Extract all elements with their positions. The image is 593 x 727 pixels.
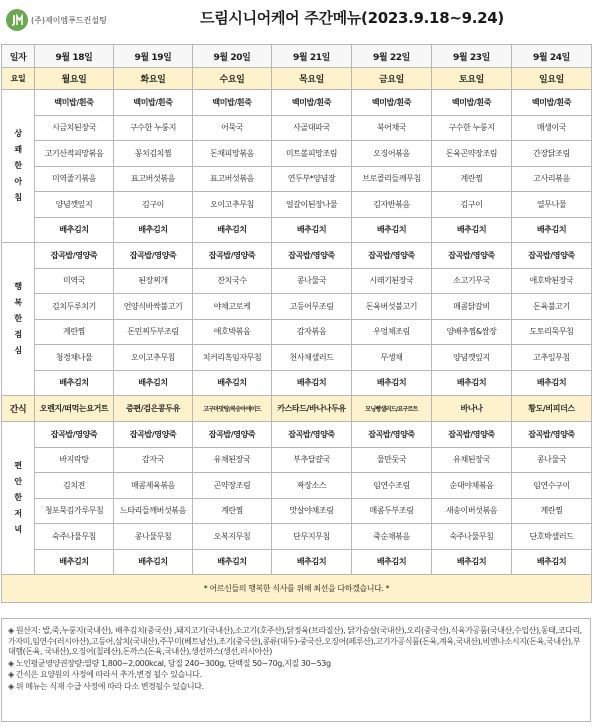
breakfast-item: 배추김치 xyxy=(35,217,114,243)
breakfast-label-char: 아 xyxy=(14,177,22,186)
breakfast-row xyxy=(2,217,592,243)
lunch-item: 된장찌개 xyxy=(114,268,193,294)
lunch-row xyxy=(2,319,592,345)
dinner-item: 임연수조림 xyxy=(352,473,432,499)
lunch-row xyxy=(2,268,592,294)
lunch-item: 배추김치 xyxy=(35,370,114,396)
dinner-item: 맛살야채조림 xyxy=(272,498,352,524)
weekday-cell: 토요일 xyxy=(432,68,512,90)
breakfast-item: 백미밥/흰죽 xyxy=(352,90,432,116)
dinner-item: 계란찜 xyxy=(512,498,592,524)
company-name: (주)제이엠푸드컨설팅 xyxy=(31,15,107,25)
breakfast-item: 표고버섯볶음 xyxy=(114,166,193,192)
lunch-item: 도토리묵무침 xyxy=(512,319,592,345)
date-cell: 9월 18일 xyxy=(35,45,114,68)
dinner-item: 배추김치 xyxy=(193,549,272,575)
dinner-label xyxy=(2,422,35,575)
weekday-cell: 일요일 xyxy=(512,68,592,90)
breakfast-item: 배추김치 xyxy=(352,217,432,243)
weekday-label: 요일 xyxy=(2,68,35,90)
note-line: ◈ 위 메뉴는 식재 수급 사정에 따라 다소 변경될수 있습니다. xyxy=(8,681,204,691)
date-cell: 9월 22일 xyxy=(352,45,432,68)
dinner-item: 잡곡밥/영양죽 xyxy=(352,422,432,448)
dinner-item: 숙주나물무침 xyxy=(35,524,114,550)
breakfast-item: 백미밥/흰죽 xyxy=(512,90,592,116)
lunch-label-char: 행 xyxy=(14,282,22,291)
lunch-label-char: 심 xyxy=(14,346,22,355)
dinner-label-char: 안 xyxy=(14,477,22,486)
breakfast-row xyxy=(2,166,592,192)
dinner-row xyxy=(2,549,592,575)
lunch-item: 고등어무조림 xyxy=(272,294,352,320)
dinner-row xyxy=(2,498,592,524)
lunch-item: 감자볶음 xyxy=(272,319,352,345)
dinner-item: 감자국 xyxy=(114,447,193,473)
dinner-item: 유채된장국 xyxy=(432,447,512,473)
lunch-item: 고추잎무침 xyxy=(512,345,592,371)
breakfast-item: 김구이 xyxy=(114,192,193,218)
breakfast-item: 돈채피망볶음 xyxy=(193,141,272,167)
dinner-item: 잡곡밥/영양죽 xyxy=(432,422,512,448)
breakfast-item: 고기산적피망볶음 xyxy=(35,141,114,167)
snack-label: 간식 xyxy=(2,396,35,422)
weekday-cell: 화요일 xyxy=(114,68,193,90)
snack-item: 모닝빵샐러드/요구르트 xyxy=(352,396,432,422)
dinner-item: 임연수구이 xyxy=(512,473,592,499)
breakfast-item: 배추김치 xyxy=(272,217,352,243)
lunch-item: 시래기된장국 xyxy=(352,268,432,294)
message-row xyxy=(2,575,592,603)
lunch-item: 계란찜 xyxy=(35,319,114,345)
lunch-row xyxy=(2,370,592,396)
breakfast-item: 백미밥/흰죽 xyxy=(35,90,114,116)
lunch-item: 우엉채조림 xyxy=(352,319,432,345)
lunch-item: 돈육불고기 xyxy=(512,294,592,320)
breakfast-item: 어묵국 xyxy=(193,115,272,141)
dinner-item: 잡곡밥/영양죽 xyxy=(272,422,352,448)
breakfast-row xyxy=(2,90,592,116)
breakfast-item: 연두부*양념장 xyxy=(272,166,352,192)
note-line: ◈ 원산지: 밥,죽,누룽지(국내산), 배추김치(중국산) ,돼지고기(국내산),소고기(호주산),닭정육(브라질산), 닭가슴살(국내산),오리(중국산),식육가공품(국내산,수입산),동태,코다리,가자미,임연수(러시아산),고등어,삼치(국내산),주꾸미(베트남산),조기(중국산),콩류(대두)-중국산,오징어(페루산),고기가공식품(돈육,계육,국내산),비엔나소시지(돈육,국내산),부대햄(돈육, 국내산),오징어(칠레산),돈까스(돈육,국내산),생선까스(생선,러시아산) xyxy=(8,626,582,656)
date-cell: 9월 21일 xyxy=(272,45,352,68)
breakfast-item: 매생이국 xyxy=(512,115,592,141)
dinner-label-char: 편 xyxy=(14,461,22,470)
dinner-item: 느타리들깨버섯볶음 xyxy=(114,498,193,524)
dinner-item: 오복지무침 xyxy=(193,524,272,550)
lunch-item: 언양식바싹불고기 xyxy=(114,294,193,320)
breakfast-item: 백미밥/흰죽 xyxy=(193,90,272,116)
lunch-item: 배추김치 xyxy=(114,370,193,396)
breakfast-item: 배추김치 xyxy=(432,217,512,243)
dinner-item: 잡곡밥/영양죽 xyxy=(512,422,592,448)
note-line: ◈ 노인평균영양권장량:열량 1,800~2,000kcal, 당질 240~300g, 단백질 50~70g,지질 30~53g xyxy=(8,658,331,668)
lunch-item: 잡곡밥/영양죽 xyxy=(352,243,432,269)
dinner-item: 계란찜 xyxy=(193,498,272,524)
closing-message: * 어르신들의 행복한 식사를 위해 최선을 다하겠습니다. * xyxy=(2,575,592,603)
dinner-item: 배추김치 xyxy=(272,549,352,575)
lunch-item: 잡곡밥/영양죽 xyxy=(512,243,592,269)
dinner-item: 김치전 xyxy=(35,473,114,499)
dinner-item: 배추김치 xyxy=(512,549,592,575)
weekday-cell: 목요일 xyxy=(272,68,352,90)
lunch-item: 청경채나물 xyxy=(35,345,114,371)
lunch-item: 배추김치 xyxy=(512,370,592,396)
dinner-item: 잡곡밥/영양죽 xyxy=(35,422,114,448)
breakfast-item: 배추김치 xyxy=(193,217,272,243)
breakfast-label-char: 한 xyxy=(14,161,22,170)
lunch-item: 미역국 xyxy=(35,268,114,294)
lunch-item: 돈민찌두부조림 xyxy=(114,319,193,345)
dinner-label-char: 한 xyxy=(14,493,22,502)
lunch-item: 애호박볶음 xyxy=(193,319,272,345)
lunch-item: 배추김치 xyxy=(193,370,272,396)
lunch-item: 김치두루치기 xyxy=(35,294,114,320)
breakfast-item: 오징어볶음 xyxy=(352,141,432,167)
dinner-item: 단호박샐러드 xyxy=(512,524,592,550)
breakfast-item: 배추김치 xyxy=(512,217,592,243)
breakfast-item: 미트볼피망조림 xyxy=(272,141,352,167)
dinner-item: 잡곡밥/영양죽 xyxy=(193,422,272,448)
dinner-item: 숙주나물무침 xyxy=(432,524,512,550)
lunch-item: 치커리흑임자무침 xyxy=(193,345,272,371)
notes-section xyxy=(1,618,591,722)
snack-item: 증편/검은콩두유 xyxy=(114,396,193,422)
lunch-item: 무생채 xyxy=(352,345,432,371)
breakfast-item: 배추김치 xyxy=(114,217,193,243)
breakfast-item: 사골대파국 xyxy=(272,115,352,141)
dinner-item: 청포묵김가루무침 xyxy=(35,498,114,524)
dinner-item: 물만둣국 xyxy=(352,447,432,473)
dinner-item: 유채된장국 xyxy=(193,447,272,473)
dinner-item: 콩나물무침 xyxy=(114,524,193,550)
dinner-item: 매콤두부조림 xyxy=(352,498,432,524)
weekday-row xyxy=(2,68,592,90)
breakfast-item: 얼갈이된장나물 xyxy=(272,192,352,218)
weekday-cell: 월요일 xyxy=(35,68,114,90)
dinner-label-char: 녁 xyxy=(14,525,22,534)
lunch-item: 잡곡밥/영양죽 xyxy=(193,243,272,269)
lunch-item: 양념깻잎지 xyxy=(432,345,512,371)
dinner-item: 죽순채볶음 xyxy=(352,524,432,550)
breakfast-item: 백미밥/흰죽 xyxy=(432,90,512,116)
lunch-row xyxy=(2,294,592,320)
lunch-row xyxy=(2,243,592,269)
note-line: ◈ 간식은 요양원의 사정에 따라서 추가,변경 될수 있습니다. xyxy=(8,670,202,679)
dinner-item: 단무지무침 xyxy=(272,524,352,550)
weekday-cell: 수요일 xyxy=(193,68,272,90)
lunch-label-char: 한 xyxy=(14,314,22,323)
lunch-item: 매콤닭갈비 xyxy=(432,294,512,320)
breakfast-item: 구수한 누룽지 xyxy=(432,115,512,141)
breakfast-item: 고사리볶음 xyxy=(512,166,592,192)
lunch-item: 오이고추무침 xyxy=(114,345,193,371)
dinner-item: 바지락탕 xyxy=(35,447,114,473)
breakfast-label-char: 침 xyxy=(14,193,22,202)
lunch-item: 야채고로케 xyxy=(193,294,272,320)
breakfast-item: 계란찜 xyxy=(432,166,512,192)
breakfast-item: 간장닭조림 xyxy=(512,141,592,167)
breakfast-item: 양념깻잎지 xyxy=(35,192,114,218)
breakfast-item: 열무나물 xyxy=(512,192,592,218)
dinner-item: 콩나물국 xyxy=(512,447,592,473)
lunch-item: 잔치국수 xyxy=(193,268,272,294)
dinner-item: 매콤제육볶음 xyxy=(114,473,193,499)
breakfast-item: 백미밥/흰죽 xyxy=(272,90,352,116)
breakfast-label-char: 쾌 xyxy=(14,145,22,154)
dinner-item: 배추김치 xyxy=(352,549,432,575)
company-logo xyxy=(6,9,107,31)
lunch-item: 배추김치 xyxy=(352,370,432,396)
breakfast-item: 백미밥/흰죽 xyxy=(114,90,193,116)
breakfast-label xyxy=(2,90,35,243)
snack-item: 황도/비피더스 xyxy=(512,396,592,422)
date-label: 일자 xyxy=(2,45,35,68)
lunch-item: 배추김치 xyxy=(432,370,512,396)
snack-item: 고구마맛탕/복숭아에이드 xyxy=(193,396,272,422)
dinner-item: 곤약장조림 xyxy=(193,473,272,499)
lunch-item: 양배추찜&쌈장 xyxy=(432,319,512,345)
date-cell: 9월 24일 xyxy=(512,45,592,68)
breakfast-item: 김구이 xyxy=(432,192,512,218)
lunch-label xyxy=(2,243,35,396)
snack-item: 오렌지/떠먹는요거트 xyxy=(35,396,114,422)
jm-logo-icon xyxy=(6,9,28,31)
dinner-item: 배추김치 xyxy=(35,549,114,575)
lunch-label-char: 점 xyxy=(14,330,22,339)
breakfast-label-char: 상 xyxy=(14,129,22,138)
lunch-item: 잡곡밥/영양죽 xyxy=(114,243,193,269)
breakfast-item: 북어채국 xyxy=(352,115,432,141)
breakfast-item: 오이고추무침 xyxy=(193,192,272,218)
snack-row xyxy=(2,396,592,422)
lunch-item: 콩나물국 xyxy=(272,268,352,294)
lunch-item: 잡곡밥/영양죽 xyxy=(35,243,114,269)
date-cell: 9월 19일 xyxy=(114,45,193,68)
dinner-item: 배추김치 xyxy=(114,549,193,575)
dinner-item: 잡곡밥/영양죽 xyxy=(114,422,193,448)
date-cell: 9월 23일 xyxy=(432,45,512,68)
lunch-item: 소고기무국 xyxy=(432,268,512,294)
date-cell: 9월 20일 xyxy=(193,45,272,68)
date-row xyxy=(2,45,592,68)
breakfast-item: 김자반볶음 xyxy=(352,192,432,218)
breakfast-item: 브로콜리들깨무침 xyxy=(352,166,432,192)
dinner-item: 짜장소스 xyxy=(272,473,352,499)
dinner-label-char: 저 xyxy=(14,509,22,518)
lunch-item: 돈육버섯불고기 xyxy=(352,294,432,320)
breakfast-item: 구수한 누룽지 xyxy=(114,115,193,141)
lunch-row xyxy=(2,345,592,371)
lunch-label-char: 복 xyxy=(14,298,22,307)
snack-item: 바나나 xyxy=(432,396,512,422)
page-title: 드림시니어케어 주간메뉴(2023.9.18~9.24) xyxy=(200,9,504,27)
lunch-item: 배추김치 xyxy=(272,370,352,396)
dinner-item: 부추달걀국 xyxy=(272,447,352,473)
breakfast-item: 꽁치김치찜 xyxy=(114,141,193,167)
dinner-item: 순대야채볶음 xyxy=(432,473,512,499)
dinner-item: 배추김치 xyxy=(432,549,512,575)
breakfast-item: 시금치된장국 xyxy=(35,115,114,141)
breakfast-item: 미역줄기볶음 xyxy=(35,166,114,192)
breakfast-row xyxy=(2,192,592,218)
weekly-menu-table xyxy=(1,44,592,603)
lunch-item: 애호박된장국 xyxy=(512,268,592,294)
breakfast-item: 돈육곤약장조림 xyxy=(432,141,512,167)
page-header xyxy=(0,0,593,40)
snack-item: 카스타드/바나나두유 xyxy=(272,396,352,422)
breakfast-item: 표고버섯볶음 xyxy=(193,166,272,192)
dinner-item: 새송이버섯볶음 xyxy=(432,498,512,524)
dinner-row xyxy=(2,447,592,473)
dinner-row xyxy=(2,422,592,448)
weekday-cell: 금요일 xyxy=(352,68,432,90)
breakfast-row xyxy=(2,141,592,167)
dinner-row xyxy=(2,524,592,550)
lunch-item: 잡곡밥/영양죽 xyxy=(272,243,352,269)
dinner-row xyxy=(2,473,592,499)
breakfast-row xyxy=(2,115,592,141)
lunch-item: 천사채샐러드 xyxy=(272,345,352,371)
lunch-item: 잡곡밥/영양죽 xyxy=(432,243,512,269)
